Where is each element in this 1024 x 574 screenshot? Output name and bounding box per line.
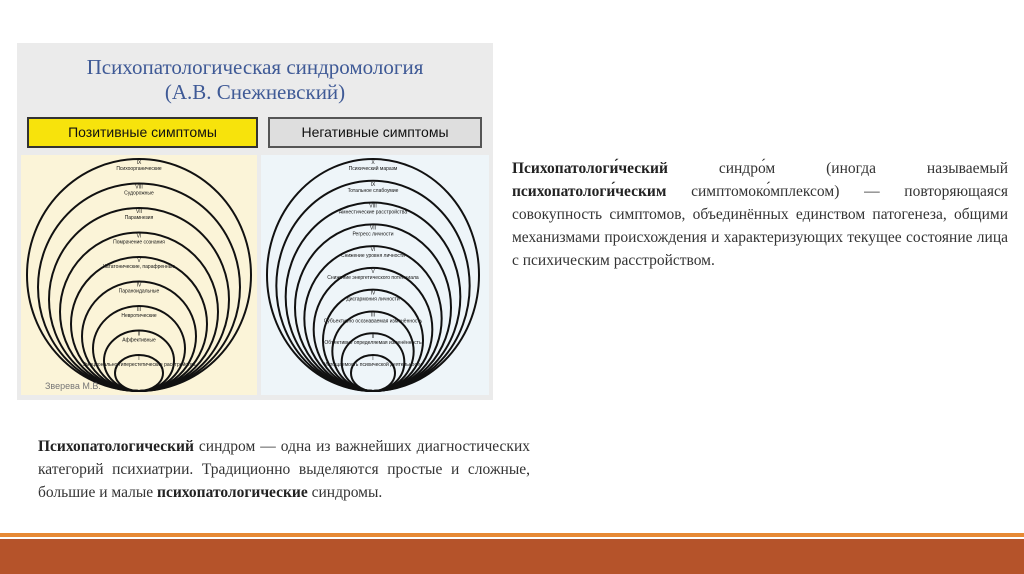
ring-label-negative: Тотальное слабоумие — [347, 187, 399, 194]
ring-roman-positive: III — [136, 307, 142, 313]
ring-label-positive: Судорожные — [124, 190, 154, 197]
ring-positive-V — [71, 257, 207, 391]
ring-label-negative: Объективно определяемая изменённость — [324, 340, 422, 347]
ring-roman-negative: IX — [370, 181, 376, 188]
negative-symptoms-label: Негативные симптомы — [268, 117, 482, 148]
ring-roman-negative: VII — [369, 225, 377, 232]
ring-roman-negative: X — [371, 160, 375, 166]
footer-bar — [0, 539, 1024, 574]
term-bold: Психопатологический — [38, 438, 194, 455]
ring-label-positive: Парамнезия — [124, 215, 154, 221]
diagram-credit: Зверева М.В. — [45, 381, 101, 391]
ring-roman-positive: V — [137, 258, 141, 264]
ring-label-positive: Невротические — [121, 313, 157, 319]
ring-label-positive: Эмоционально-гиперестетические расстройства — [82, 362, 196, 368]
ring-roman-negative: I — [372, 356, 374, 362]
term-bold: психопатологические — [157, 484, 308, 501]
ring-label-positive: Психоорганические — [116, 166, 162, 172]
definition-text: синдро́м (иногда называемый — [667, 160, 1008, 177]
ring-roman-positive: I — [138, 356, 140, 362]
ring-label-negative: Истощаемость психической деятельности — [323, 362, 423, 368]
ring-label-negative: Регресс личности — [352, 231, 394, 238]
category-paragraph — [38, 435, 530, 504]
ring-roman-positive: IV — [136, 282, 142, 289]
ring-roman-negative: VI — [370, 247, 376, 254]
ring-roman-positive: VI — [136, 233, 142, 240]
diagram-title-line2: (А.В. Снежневский) — [164, 80, 346, 104]
category-text: синдром — одна из важнейших диагностических категорий психиатрии. Традиционно выделяются простые и сложные, большие и малые — [38, 438, 530, 501]
ring-label-positive: Параноидальные — [118, 288, 160, 295]
ring-roman-negative: VIII — [369, 203, 377, 210]
negative-rings — [261, 155, 489, 395]
negative-panel — [261, 155, 489, 395]
ring-roman-positive: VIII — [135, 184, 143, 191]
ring-label-negative: Снижение уровня личности — [341, 253, 405, 260]
definition-paragraph — [512, 157, 1008, 272]
diagram-title — [17, 55, 493, 105]
ring-roman-positive: VII — [135, 209, 143, 215]
ring-label-negative: Снижение энергетического потенциала — [327, 274, 419, 281]
term-bold: психопатологи́ческим — [512, 183, 667, 200]
ring-roman-positive: II — [137, 331, 141, 338]
term-bold: Психопатологи́ческий — [512, 160, 668, 177]
ring-roman-negative: V — [371, 268, 375, 275]
ring-roman-negative: III — [370, 312, 376, 319]
ring-roman-negative: II — [371, 334, 375, 341]
ring-label-positive: Аффективные — [122, 337, 156, 344]
definition-text: симптомоко́мплексом) — повторяющаяся совокупность симптомов, объединённых единством патогенеза, общими механизмами происхождения и характеризующих текущее состояние лица с психическим расстройством. — [512, 183, 1008, 269]
ring-label-positive: Помрачение сознания — [113, 239, 165, 246]
diagram-title-line1: Психопатологическая синдромология — [86, 55, 424, 79]
positive-rings — [21, 155, 257, 395]
positive-symptoms-label: Позитивные симптомы — [27, 117, 258, 148]
positive-panel — [21, 155, 257, 395]
ring-label-negative: Амнестические расстройства — [338, 209, 408, 216]
ring-label-negative: Дисгармония личности — [346, 296, 400, 303]
syndrome-diagram — [17, 43, 493, 400]
ring-label-negative: Субъективно осознаваемая изменённость — [323, 318, 423, 325]
category-text: синдромы. — [307, 484, 383, 501]
ring-negative-V — [314, 268, 433, 391]
ring-label-negative: Психический маразм — [348, 166, 398, 172]
ring-roman-negative: IV — [370, 290, 376, 297]
footer-accent-line — [0, 533, 1024, 537]
ring-roman-positive: IX — [136, 160, 142, 166]
ring-label-positive: Кататонические, парафренные — [102, 264, 176, 270]
